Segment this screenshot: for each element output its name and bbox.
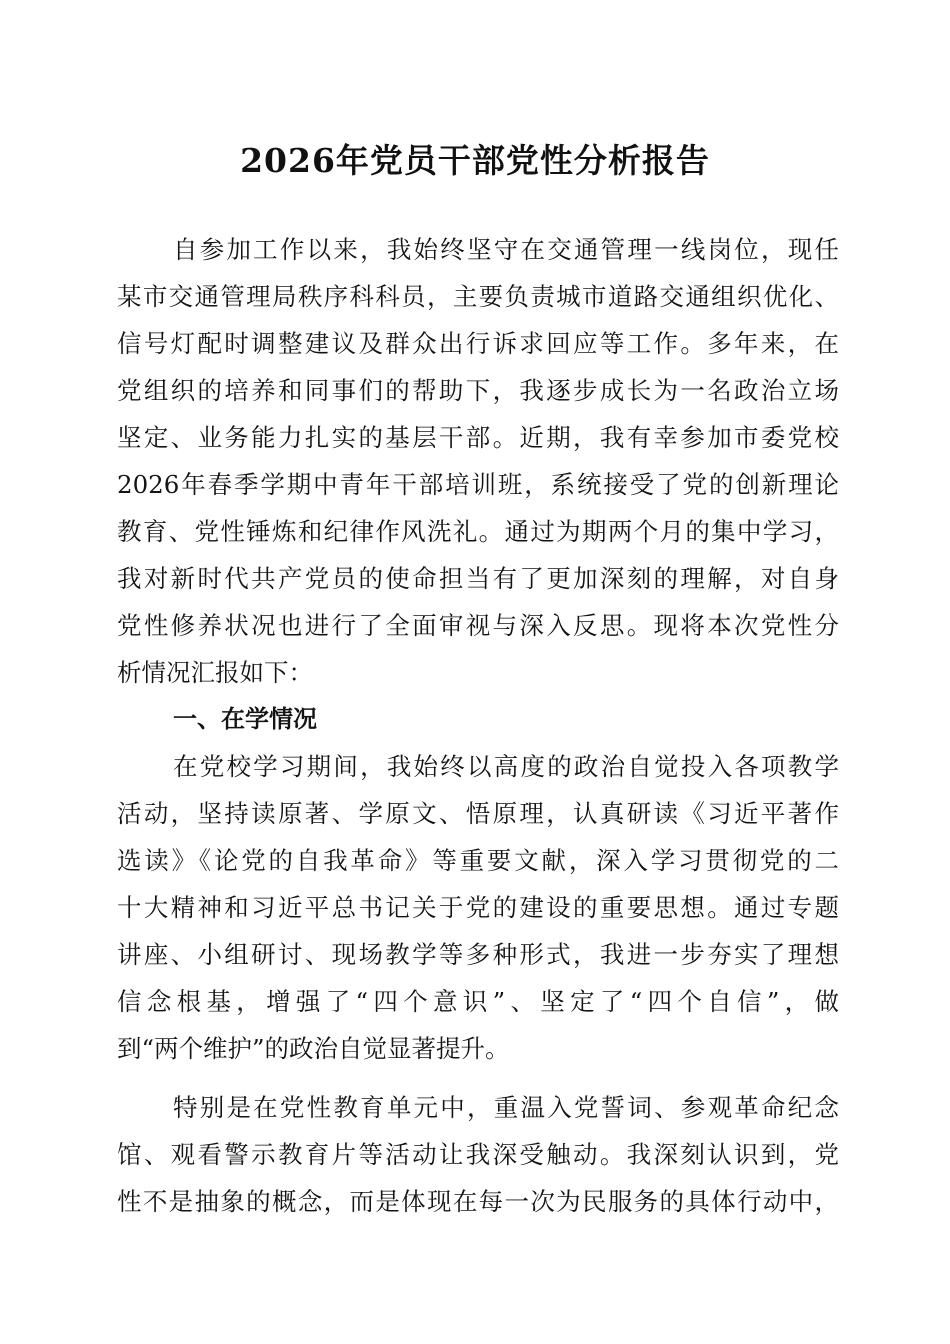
paragraph-line: 教育、党性锤炼和纪律作风洗礼。通过为期两个月的集中学习， — [117, 517, 839, 546]
paragraph-line: 2026年春季学期中青年干部培训班，系统接受了党的创新理论 — [117, 470, 839, 499]
document-title: 2026年党员干部党性分析报告 — [240, 141, 710, 180]
paragraph-line: 党性修养状况也进行了全面审视与深入反思。现将本次党性分 — [117, 611, 839, 640]
paragraph-line: 坚定、业务能力扎实的基层干部。近期，我有幸参加市委党校 — [117, 423, 839, 452]
paragraph-line: 活动，坚持读原著、学原文、悟原理，认真研读《习近平著作 — [117, 799, 839, 828]
paragraph-gap — [117, 1072, 839, 1084]
paragraph-line: 我对新时代共产党员的使命担当有了更加深刻的理解，对自身 — [117, 564, 839, 593]
paragraph-line: 性不是抽象的概念，而是体现在每一次为民服务的具体行动中， — [117, 1187, 839, 1216]
paragraph-line: 某市交通管理局秩序科科员，主要负责城市道路交通组织优化、 — [117, 282, 839, 311]
paragraph-line: 自参加工作以来，我始终坚守在交通管理一线岗位，现任 — [173, 235, 839, 264]
paragraph-line: 到“两个维护”的政治自觉显著提升。 — [117, 1034, 510, 1063]
document-body — [117, 226, 839, 1225]
paragraph-line: 党组织的培养和同事们的帮助下，我逐步成长为一名政治立场 — [117, 376, 839, 405]
paragraph-line: 十大精神和习近平总书记关于党的建设的重要思想。通过专题 — [117, 893, 839, 922]
paragraph-line: 选读》《论党的自我革命》等重要文献，深入学习贯彻党的二 — [117, 846, 839, 875]
section-heading: 一、在学情况 — [173, 705, 317, 733]
paragraph-line: 在党校学习期间，我始终以高度的政治自觉投入各项教学 — [173, 752, 839, 781]
paragraph-line: 特别是在党性教育单元中，重温入党誓词、参观革命纪念 — [173, 1093, 839, 1122]
paragraph-line: 馆、观看警示教育片等活动让我深受触动。我深刻认识到，党 — [117, 1140, 839, 1169]
paragraph-line: 信念根基，增强了“四个意识”、坚定了“四个自信”，做 — [117, 987, 839, 1016]
paragraph-line: 讲座、小组研讨、现场教学等多种形式，我进一步夯实了理想 — [117, 940, 839, 969]
paragraph-line: 析情况汇报如下： — [117, 658, 313, 687]
paragraph-line: 信号灯配时调整建议及群众出行诉求回应等工作。多年来，在 — [117, 329, 839, 358]
